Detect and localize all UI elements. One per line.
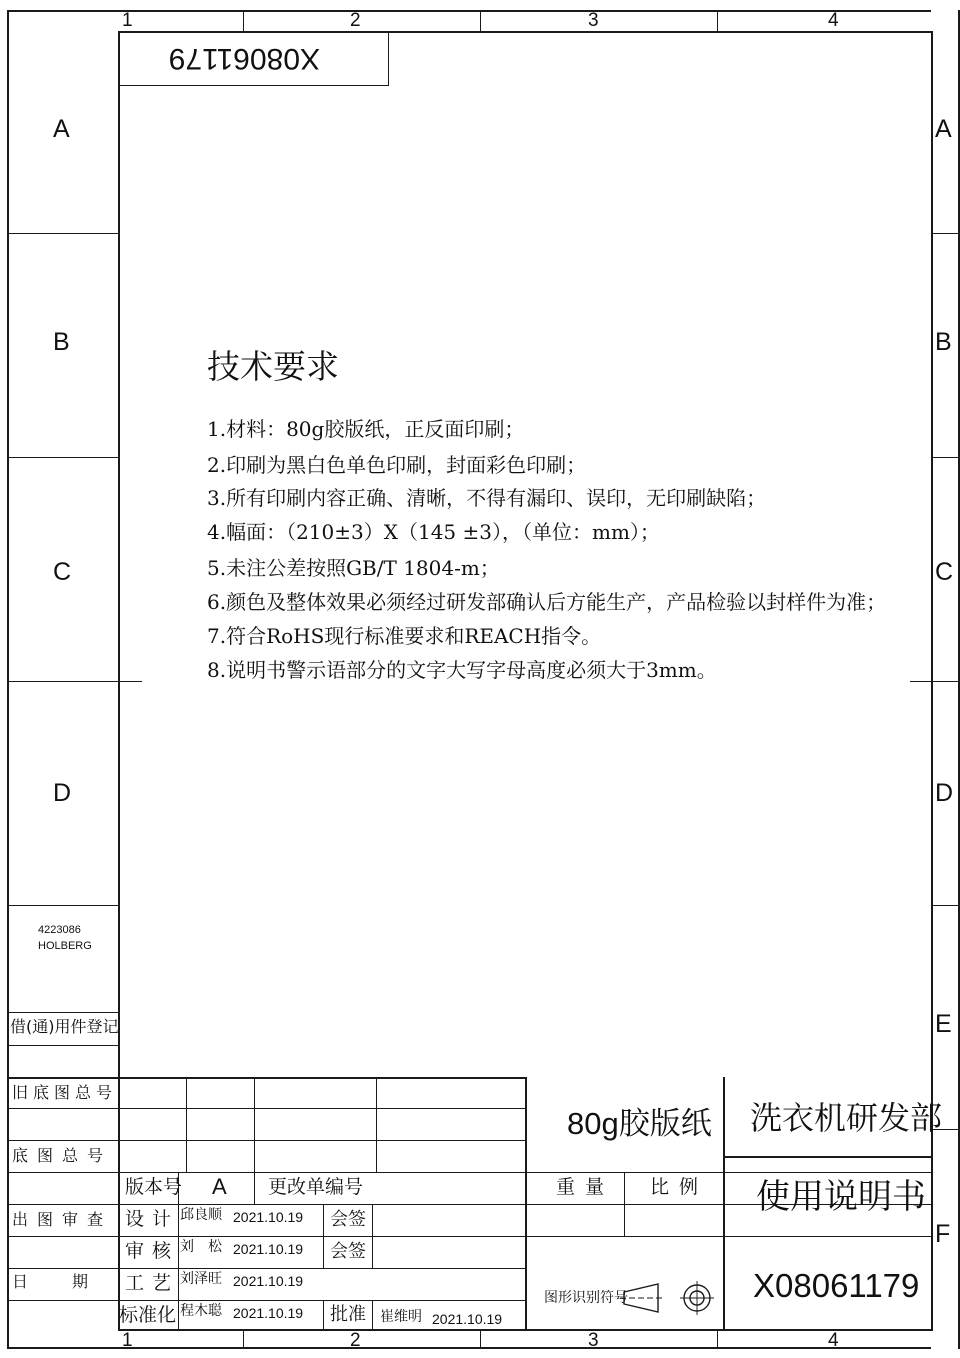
zone-row-b-right: B <box>935 328 952 356</box>
countersign-label: 会签 <box>330 1241 366 1262</box>
zone-col-4-top: 4 <box>828 10 839 31</box>
issue-check-label: 出图审查 <box>12 1210 113 1229</box>
tech-item: 1.材料：80g胶版纸，正反面印刷； <box>207 417 525 441</box>
reviewer-name: 刘 松 <box>180 1239 222 1255</box>
zone-row-a-right: A <box>935 115 952 143</box>
role-review-label: 审核 <box>125 1240 180 1262</box>
zone-row-d-right: D <box>935 779 954 807</box>
tech-item: 7.符合RoHS现行标准要求和REACH指令。 <box>207 624 602 648</box>
date-label: 日 期 <box>12 1272 93 1291</box>
tech-item: 2.印刷为黑白色单色印刷，封面彩色印刷； <box>207 453 587 477</box>
side-code-1: 4223086 <box>38 924 81 936</box>
zone-row-c-right: C <box>935 558 954 586</box>
zone-col-2-bottom: 2 <box>350 1330 361 1351</box>
approver-name: 崔维明 <box>380 1309 422 1325</box>
designer-name: 邱良顺 <box>180 1207 222 1223</box>
standard-name: 程木聪 <box>180 1303 222 1319</box>
tech-item: 6.颜色及整体效果必须经过研发部确认后方能生产，产品检验以封样件为准； <box>207 590 887 614</box>
base-number-label: 底图总号 <box>12 1146 113 1165</box>
countersign-label: 会签 <box>330 1209 366 1230</box>
weight-label: 重量 <box>556 1176 615 1198</box>
zone-col-2-top: 2 <box>350 10 361 31</box>
material-spec: 80g胶版纸 <box>567 1106 712 1141</box>
reviewer-date: 2021.10.19 <box>233 1241 304 1257</box>
standard-date: 2021.10.19 <box>233 1305 304 1321</box>
version-label: 版本号 <box>125 1176 183 1198</box>
zone-row-c-left: C <box>53 558 72 586</box>
zone-row-e-right: E <box>935 1010 952 1038</box>
old-base-number-label: 旧底图总号 <box>12 1083 118 1102</box>
tech-item: 4.幅面：（210±3）X（145 ±3），（单位：mm）； <box>207 520 660 544</box>
zone-row-a-left: A <box>53 115 70 143</box>
zone-col-3-top: 3 <box>588 10 599 31</box>
side-code-2: HOLBERG <box>38 940 92 952</box>
designer-date: 2021.10.19 <box>233 1209 304 1225</box>
change-number-label: 更改单编号 <box>268 1176 364 1198</box>
tech-title: 技术要求 <box>207 347 339 386</box>
approver-date: 2021.10.19 <box>432 1311 503 1327</box>
document-name: 使用说明书 <box>756 1177 926 1217</box>
approve-label: 批准 <box>330 1304 366 1325</box>
tech-item: 3.所有印刷内容正确、清晰，不得有漏印、误印，无印刷缺陷； <box>207 486 767 510</box>
process-name: 刘泽旺 <box>180 1271 222 1287</box>
department-name: 洗衣机研发部 <box>750 1099 943 1137</box>
symbol-label: 图形识别符号 <box>544 1290 628 1306</box>
version-value: A <box>212 1174 227 1199</box>
zone-row-f-right: F <box>935 1220 951 1248</box>
zone-col-4-bottom: 4 <box>828 1330 839 1351</box>
process-date: 2021.10.19 <box>233 1273 304 1289</box>
zone-row-b-left: B <box>53 328 70 356</box>
role-design-label: 设计 <box>125 1208 180 1230</box>
mirrored-drawing-number: X08061179 <box>168 42 320 75</box>
mirrored-number-box <box>118 31 389 86</box>
tech-item: 5.未注公差按照GB/T 1804-m； <box>207 556 500 580</box>
tech-item: 8.说明书警示语部分的文字大写字母高度必须大于3mm。 <box>207 658 717 682</box>
projection-symbol-icon <box>620 1280 720 1320</box>
borrow-register-label: 借(通)用件登记 <box>10 1017 119 1036</box>
role-process-label: 工艺 <box>125 1272 180 1294</box>
role-standard-label: 标准化 <box>119 1304 177 1326</box>
zone-row-d-left: D <box>53 779 72 807</box>
part-number: X08061179 <box>753 1267 920 1304</box>
zone-col-3-bottom: 3 <box>588 1330 599 1351</box>
zone-col-1-top: 1 <box>122 10 133 31</box>
scale-label: 比例 <box>650 1176 709 1198</box>
zone-col-1-bottom: 1 <box>122 1330 133 1351</box>
